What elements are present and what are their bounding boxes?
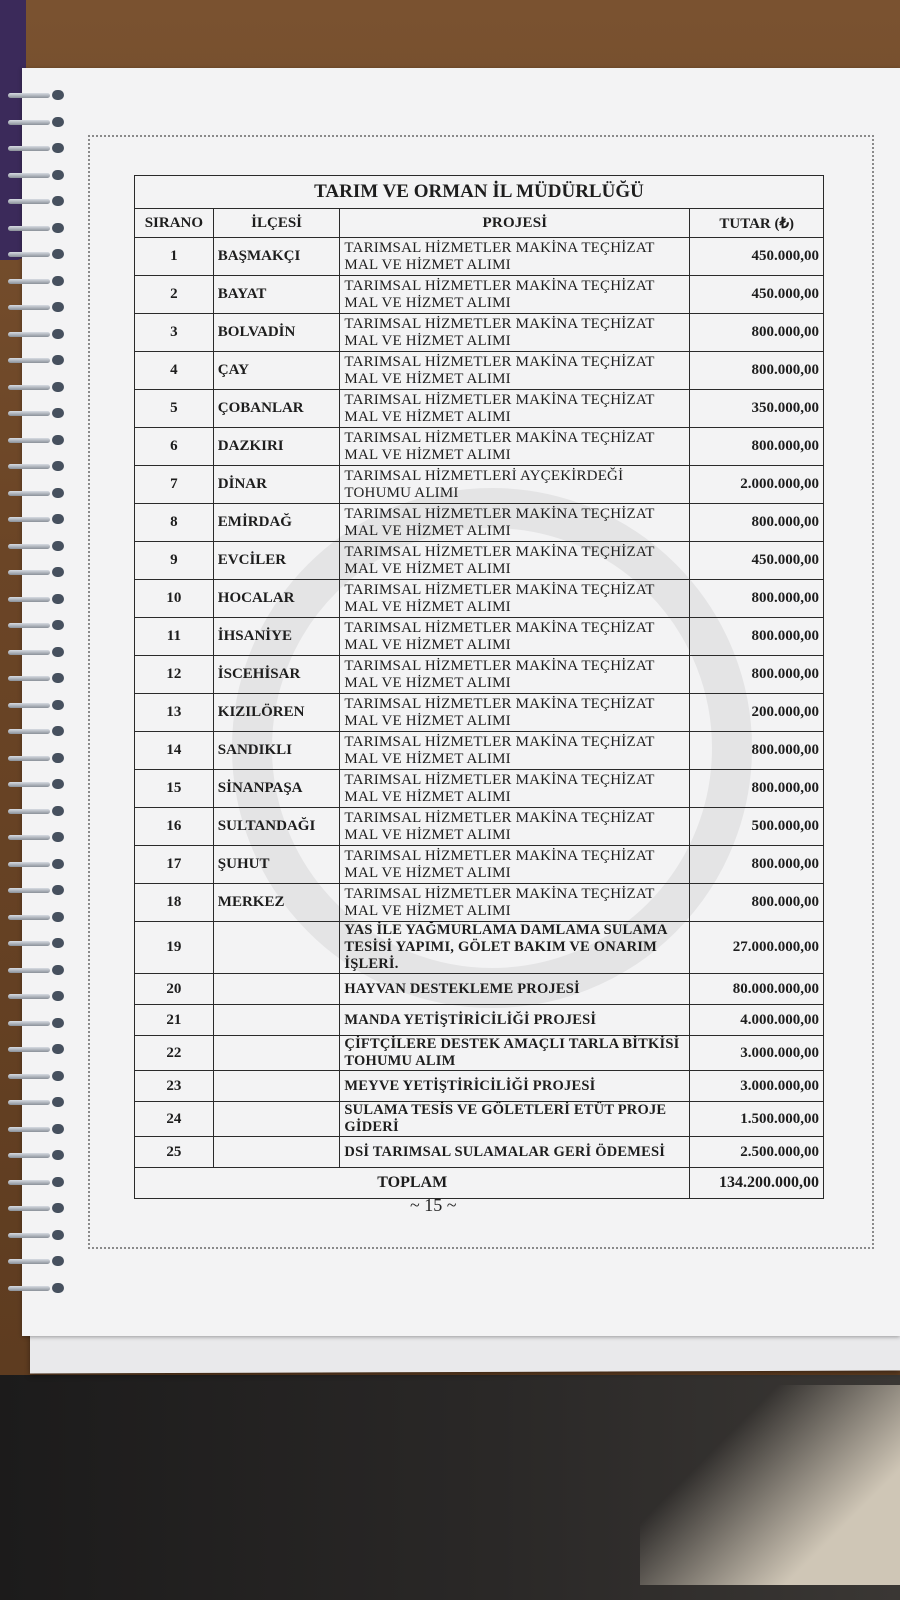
floor-light [640, 1385, 900, 1585]
spiral-ring [8, 1018, 66, 1028]
row-district: ÇOBANLAR [213, 390, 340, 428]
row-amount: 450.000,00 [690, 542, 824, 580]
row-district: İSCEHİSAR [213, 656, 340, 694]
row-district: İHSANİYE [213, 618, 340, 656]
row-district: ŞUHUT [213, 846, 340, 884]
spiral-ring [8, 965, 66, 975]
table-row [135, 1102, 824, 1137]
row-district [213, 922, 340, 974]
budget-table [134, 175, 824, 1199]
spiral-ring [8, 514, 66, 524]
row-district [213, 1036, 340, 1071]
spiral-ring [8, 488, 66, 498]
row-amount: 800.000,00 [690, 770, 824, 808]
table-row [135, 238, 824, 276]
row-number: 5 [135, 390, 214, 428]
table-row [135, 428, 824, 466]
spiral-ring [8, 90, 66, 100]
table-row [135, 1005, 824, 1036]
spiral-ring [8, 1256, 66, 1266]
row-district: HOCALAR [213, 580, 340, 618]
spiral-ring [8, 170, 66, 180]
row-number: 14 [135, 732, 214, 770]
spiral-ring [8, 938, 66, 948]
row-amount: 2.000.000,00 [690, 466, 824, 504]
row-amount: 800.000,00 [690, 314, 824, 352]
row-number: 4 [135, 352, 214, 390]
table-row [135, 846, 824, 884]
row-project: TARIMSAL HİZMETLER MAKİNA TEÇHİZAT MAL VE HİZMET ALIMI [340, 770, 690, 808]
spiral-ring [8, 355, 66, 365]
row-project: SULAMA TESİS VE GÖLETLERİ ETÜT PROJE GİDERİ [340, 1102, 690, 1137]
spiral-ring [8, 726, 66, 736]
row-amount: 800.000,00 [690, 656, 824, 694]
row-amount: 800.000,00 [690, 846, 824, 884]
table-row [135, 694, 824, 732]
row-project: YAS İLE YAĞMURLAMA DAMLAMA SULAMA TESİSİ YAPIMI, GÖLET BAKIM VE ONARIM İŞLERİ. [340, 922, 690, 974]
row-number: 17 [135, 846, 214, 884]
total-amount: 134.200.000,00 [690, 1168, 824, 1199]
spiral-ring [8, 647, 66, 657]
table-row [135, 618, 824, 656]
row-number: 23 [135, 1071, 214, 1102]
row-district: BAYAT [213, 276, 340, 314]
row-project: TARIMSAL HİZMETLER MAKİNA TEÇHİZAT MAL VE HİZMET ALIMI [340, 580, 690, 618]
row-amount: 800.000,00 [690, 352, 824, 390]
header-tutar: TUTAR (₺) [690, 209, 824, 238]
row-amount: 800.000,00 [690, 884, 824, 922]
spiral-ring [8, 1071, 66, 1081]
row-number: 1 [135, 238, 214, 276]
row-amount: 350.000,00 [690, 390, 824, 428]
row-district: SULTANDAĞI [213, 808, 340, 846]
spiral-ring [8, 1230, 66, 1240]
row-amount: 3.000.000,00 [690, 1071, 824, 1102]
spiral-binding [8, 90, 68, 1310]
row-number: 15 [135, 770, 214, 808]
spiral-ring [8, 117, 66, 127]
spiral-ring [8, 1124, 66, 1134]
spiral-ring [8, 541, 66, 551]
row-number: 24 [135, 1102, 214, 1137]
row-number: 2 [135, 276, 214, 314]
row-project: TARIMSAL HİZMETLER MAKİNA TEÇHİZAT MAL VE HİZMET ALIMI [340, 542, 690, 580]
row-number: 3 [135, 314, 214, 352]
row-project: TARIMSAL HİZMETLER MAKİNA TEÇHİZAT MAL VE HİZMET ALIMI [340, 390, 690, 428]
row-district [213, 1137, 340, 1168]
row-amount: 800.000,00 [690, 580, 824, 618]
spiral-ring [8, 249, 66, 259]
table-row [135, 974, 824, 1005]
row-project: TARIMSAL HİZMETLER MAKİNA TEÇHİZAT MAL VE HİZMET ALIMI [340, 504, 690, 542]
row-amount: 800.000,00 [690, 504, 824, 542]
row-district [213, 974, 340, 1005]
row-district: SİNANPAŞA [213, 770, 340, 808]
spiral-ring [8, 461, 66, 471]
row-project: TARIMSAL HİZMETLER MAKİNA TEÇHİZAT MAL VE HİZMET ALIMI [340, 276, 690, 314]
spiral-ring [8, 832, 66, 842]
row-number: 25 [135, 1137, 214, 1168]
spiral-ring [8, 1097, 66, 1107]
table-row [135, 770, 824, 808]
row-project: TARIMSAL HİZMETLER MAKİNA TEÇHİZAT MAL VE HİZMET ALIMI [340, 694, 690, 732]
row-project: TARIMSAL HİZMETLER MAKİNA TEÇHİZAT MAL VE HİZMET ALIMI [340, 732, 690, 770]
row-number: 8 [135, 504, 214, 542]
spiral-ring [8, 779, 66, 789]
row-number: 11 [135, 618, 214, 656]
row-project: HAYVAN DESTEKLEME PROJESİ [340, 974, 690, 1005]
spiral-ring [8, 912, 66, 922]
row-amount: 27.000.000,00 [690, 922, 824, 974]
row-project: TARIMSAL HİZMETLER MAKİNA TEÇHİZAT MAL VE HİZMET ALIMI [340, 238, 690, 276]
spiral-ring [8, 567, 66, 577]
row-district: KIZILÖREN [213, 694, 340, 732]
spiral-ring [8, 1150, 66, 1160]
header-projesi: PROJESİ [340, 209, 690, 238]
row-project: TARIMSAL HİZMETLER MAKİNA TEÇHİZAT MAL VE HİZMET ALIMI [340, 884, 690, 922]
row-number: 12 [135, 656, 214, 694]
row-amount: 2.500.000,00 [690, 1137, 824, 1168]
row-number: 22 [135, 1036, 214, 1071]
row-amount: 800.000,00 [690, 618, 824, 656]
spiral-ring [8, 753, 66, 763]
row-project: MEYVE YETİŞTİRİCİLİĞİ PROJESİ [340, 1071, 690, 1102]
table-row [135, 466, 824, 504]
row-amount: 3.000.000,00 [690, 1036, 824, 1071]
row-project: TARIMSAL HİZMETLER MAKİNA TEÇHİZAT MAL VE HİZMET ALIMI [340, 618, 690, 656]
spiral-ring [8, 885, 66, 895]
row-number: 16 [135, 808, 214, 846]
table-row [135, 732, 824, 770]
spiral-ring [8, 1283, 66, 1293]
row-amount: 80.000.000,00 [690, 974, 824, 1005]
row-district: BAŞMAKÇI [213, 238, 340, 276]
spiral-ring [8, 1203, 66, 1213]
table-row [135, 542, 824, 580]
row-project: MANDA YETİŞTİRİCİLİĞİ PROJESİ [340, 1005, 690, 1036]
total-row [135, 1168, 824, 1199]
header-sirano: SIRANO [135, 209, 214, 238]
table-row [135, 1137, 824, 1168]
row-district: ÇAY [213, 352, 340, 390]
spiral-ring [8, 196, 66, 206]
row-amount: 450.000,00 [690, 238, 824, 276]
spiral-ring [8, 408, 66, 418]
spiral-ring [8, 223, 66, 233]
spiral-ring [8, 276, 66, 286]
row-amount: 800.000,00 [690, 732, 824, 770]
row-district [213, 1005, 340, 1036]
row-number: 6 [135, 428, 214, 466]
table-row [135, 922, 824, 974]
row-district: DİNAR [213, 466, 340, 504]
table-row [135, 314, 824, 352]
table-row [135, 884, 824, 922]
table-header-row [135, 209, 824, 238]
table-row [135, 1071, 824, 1102]
spiral-ring [8, 143, 66, 153]
total-label: TOPLAM [135, 1168, 690, 1199]
table-row [135, 504, 824, 542]
row-amount: 1.500.000,00 [690, 1102, 824, 1137]
row-district: BOLVADİN [213, 314, 340, 352]
spiral-ring [8, 700, 66, 710]
row-project: ÇİFTÇİLERE DESTEK AMAÇLI TARLA BİTKİSİ TOHUMU ALIM [340, 1036, 690, 1071]
row-project: TARIMSAL HİZMETLER MAKİNA TEÇHİZAT MAL VE HİZMET ALIMI [340, 846, 690, 884]
row-district: MERKEZ [213, 884, 340, 922]
table-row [135, 390, 824, 428]
row-project: TARIMSAL HİZMETLER MAKİNA TEÇHİZAT MAL VE HİZMET ALIMI [340, 428, 690, 466]
spiral-ring [8, 806, 66, 816]
row-district: SANDIKLI [213, 732, 340, 770]
row-number: 10 [135, 580, 214, 618]
row-number: 20 [135, 974, 214, 1005]
row-number: 7 [135, 466, 214, 504]
row-number: 19 [135, 922, 214, 974]
row-number: 9 [135, 542, 214, 580]
table-title: TARIM VE ORMAN İL MÜDÜRLÜĞÜ [135, 176, 824, 209]
row-number: 18 [135, 884, 214, 922]
row-district: EMİRDAĞ [213, 504, 340, 542]
row-number: 21 [135, 1005, 214, 1036]
row-district [213, 1071, 340, 1102]
table-row [135, 656, 824, 694]
row-project: TARIMSAL HİZMETLER MAKİNA TEÇHİZAT MAL VE HİZMET ALIMI [340, 352, 690, 390]
table-row [135, 352, 824, 390]
row-district [213, 1102, 340, 1137]
spiral-ring [8, 859, 66, 869]
page-number: ~ 15 ~ [410, 1195, 457, 1215]
row-number: 13 [135, 694, 214, 732]
row-project: DSİ TARIMSAL SULAMALAR GERİ ÖDEMESİ [340, 1137, 690, 1168]
spiral-ring [8, 673, 66, 683]
row-project: TARIMSAL HİZMETLERİ AYÇEKİRDEĞİ TOHUMU ALIMI [340, 466, 690, 504]
table-row [135, 1036, 824, 1071]
spiral-ring [8, 594, 66, 604]
row-district: DAZKIRI [213, 428, 340, 466]
table-title-row [135, 176, 824, 209]
spiral-ring [8, 382, 66, 392]
row-project: TARIMSAL HİZMETLER MAKİNA TEÇHİZAT MAL VE HİZMET ALIMI [340, 808, 690, 846]
table-row [135, 580, 824, 618]
row-project: TARIMSAL HİZMETLER MAKİNA TEÇHİZAT MAL VE HİZMET ALIMI [340, 314, 690, 352]
spiral-ring [8, 991, 66, 1001]
row-district: EVCİLER [213, 542, 340, 580]
row-project: TARIMSAL HİZMETLER MAKİNA TEÇHİZAT MAL VE HİZMET ALIMI [340, 656, 690, 694]
spiral-ring [8, 1044, 66, 1054]
row-amount: 500.000,00 [690, 808, 824, 846]
table-row [135, 808, 824, 846]
row-amount: 800.000,00 [690, 428, 824, 466]
spiral-ring [8, 1177, 66, 1187]
row-amount: 200.000,00 [690, 694, 824, 732]
row-amount: 450.000,00 [690, 276, 824, 314]
header-ilcesi: İLÇESİ [213, 209, 340, 238]
spiral-ring [8, 620, 66, 630]
spiral-ring [8, 435, 66, 445]
spiral-ring [8, 329, 66, 339]
row-amount: 4.000.000,00 [690, 1005, 824, 1036]
table-row [135, 276, 824, 314]
spiral-ring [8, 302, 66, 312]
